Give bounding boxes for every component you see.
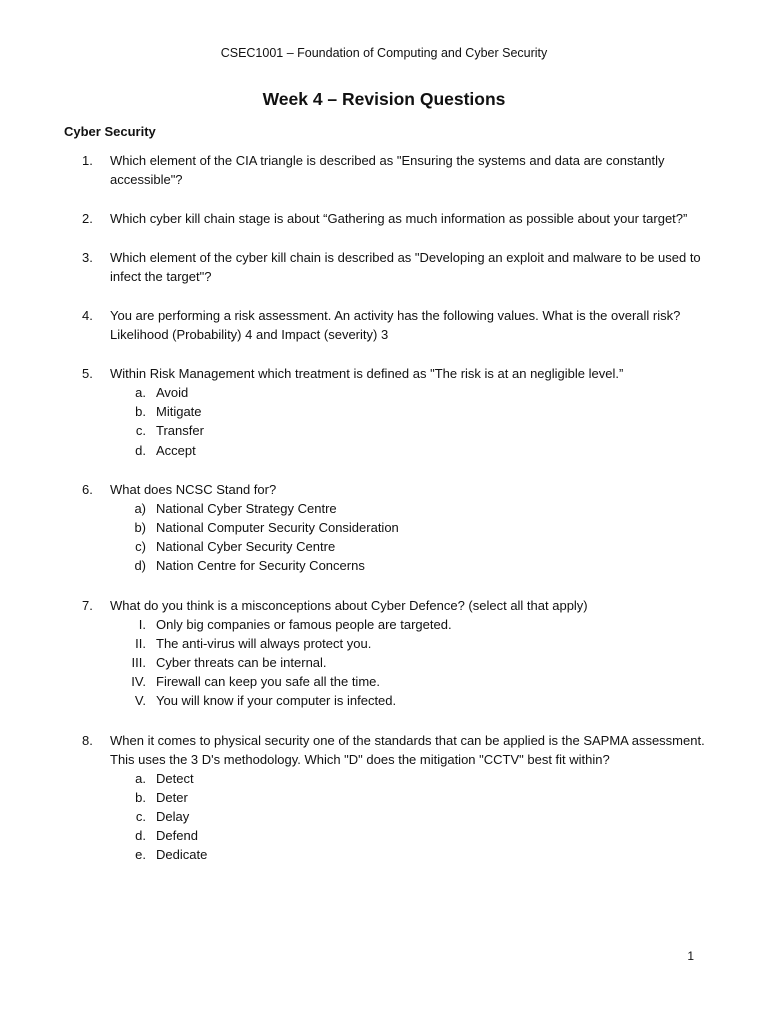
question-number: 4. bbox=[82, 308, 93, 323]
option-text: You will know if your computer is infected. bbox=[156, 693, 397, 709]
option-item bbox=[110, 383, 708, 402]
question-7 bbox=[0, 596, 768, 711]
option-text: National Computer Security Consideration bbox=[156, 520, 399, 536]
option-item bbox=[110, 672, 708, 691]
question-8 bbox=[0, 731, 768, 865]
option-marker: e. bbox=[135, 847, 146, 863]
question-1 bbox=[0, 151, 768, 189]
option-marker: a. bbox=[135, 385, 146, 400]
spacer bbox=[0, 228, 768, 248]
question-3 bbox=[0, 248, 768, 286]
option-item bbox=[110, 788, 708, 807]
option-text: National Cyber Strategy Centre bbox=[156, 500, 337, 516]
question-number: 6. bbox=[82, 481, 93, 497]
option-item bbox=[110, 441, 708, 460]
spacer bbox=[0, 460, 768, 480]
option-marker: c. bbox=[135, 423, 146, 439]
option-marker: III. bbox=[131, 655, 146, 671]
option-text: Only big companies or famous people are targeted. bbox=[156, 616, 452, 632]
option-marker: I. bbox=[138, 616, 146, 632]
option-marker: V. bbox=[134, 693, 146, 709]
option-marker: a. bbox=[135, 770, 146, 786]
question-2 bbox=[0, 209, 768, 228]
question-text: What does NCSC Stand for? bbox=[110, 481, 277, 497]
option-list bbox=[110, 769, 708, 865]
question-text: What do you think is a misconceptions about Cyber Defence? (select all that apply) bbox=[110, 597, 588, 613]
option-marker: d. bbox=[135, 828, 146, 844]
option-text: Transfer bbox=[156, 423, 204, 439]
page-number: 1 bbox=[687, 949, 694, 963]
option-list bbox=[110, 383, 708, 460]
page-title: Week 4 – Revision Questions bbox=[262, 89, 506, 109]
option-text: Accept bbox=[156, 442, 196, 458]
spacer bbox=[0, 576, 768, 596]
section-heading: Cyber Security bbox=[64, 124, 156, 139]
page-header: CSEC1001 – Foundation of Computing and Cyber Security bbox=[220, 46, 548, 60]
question-text: When it comes to physical security one of the standards that can be applied is the SAPMA assessment. This uses the 3 D's methodology. Which "D" does the mitigation "CCTV" best fit within? bbox=[110, 732, 705, 767]
option-text: Defend bbox=[156, 828, 198, 844]
option-item bbox=[110, 826, 708, 845]
option-marker: d. bbox=[135, 442, 146, 458]
option-marker: c. bbox=[135, 809, 146, 825]
question-4 bbox=[0, 306, 768, 344]
option-marker: IV. bbox=[131, 674, 146, 690]
option-item bbox=[110, 556, 708, 575]
option-text: Delay bbox=[156, 809, 190, 825]
option-marker: c) bbox=[135, 539, 146, 555]
option-text: Detect bbox=[156, 770, 194, 786]
option-text: Nation Centre for Security Concerns bbox=[156, 558, 365, 574]
option-item bbox=[110, 807, 708, 826]
option-item bbox=[110, 518, 708, 537]
option-list bbox=[110, 499, 708, 576]
spacer bbox=[0, 344, 768, 364]
option-item bbox=[110, 402, 708, 421]
option-item bbox=[110, 615, 708, 634]
option-text: National Cyber Security Centre bbox=[156, 539, 336, 555]
option-text: Mitigate bbox=[156, 404, 202, 420]
option-text: Deter bbox=[156, 789, 188, 805]
option-item bbox=[110, 653, 708, 672]
option-marker: d) bbox=[134, 558, 146, 574]
question-number: 8. bbox=[82, 732, 93, 748]
question-number: 7. bbox=[82, 597, 93, 613]
question-list bbox=[0, 151, 768, 865]
option-item bbox=[110, 769, 708, 788]
spacer bbox=[0, 711, 768, 731]
option-text: Cyber threats can be internal. bbox=[156, 655, 327, 671]
option-marker: b) bbox=[134, 520, 146, 536]
option-marker: b. bbox=[135, 404, 146, 420]
option-text: The anti-virus will always protect you. bbox=[156, 635, 372, 651]
question-number: 3. bbox=[82, 250, 93, 265]
option-item bbox=[110, 845, 708, 864]
question-values: Likelihood (Probability) 4 and Impact (severity) 3 bbox=[110, 327, 389, 342]
spacer bbox=[0, 286, 768, 306]
question-5 bbox=[0, 364, 768, 460]
option-item bbox=[110, 634, 708, 653]
question-text: You are performing a risk assessment. An activity has the following values. What is the overall risk? bbox=[110, 308, 681, 323]
option-text: Avoid bbox=[156, 385, 189, 400]
option-marker: a) bbox=[134, 500, 146, 516]
option-text: Firewall can keep you safe all the time. bbox=[156, 674, 380, 690]
question-text: Within Risk Management which treatment is defined as "The risk is at an negligible level.” bbox=[110, 366, 624, 381]
option-item bbox=[110, 499, 708, 518]
option-marker: b. bbox=[135, 789, 146, 805]
option-item bbox=[110, 421, 708, 440]
question-number: 2. bbox=[82, 211, 93, 226]
question-6 bbox=[0, 480, 768, 576]
option-item bbox=[110, 537, 708, 556]
option-list bbox=[110, 615, 708, 711]
question-text: Which cyber kill chain stage is about “Gathering as much information as possible about your target?” bbox=[110, 211, 688, 226]
question-text: Which element of the cyber kill chain is described as "Developing an exploit and malware to be used to infect the target"? bbox=[110, 250, 701, 284]
option-marker: II. bbox=[135, 635, 146, 651]
option-text: Dedicate bbox=[156, 847, 208, 863]
question-text: Which element of the CIA triangle is described as "Ensuring the systems and data are constantly accessible"? bbox=[110, 153, 665, 187]
question-number: 1. bbox=[82, 153, 93, 168]
option-item bbox=[110, 691, 708, 710]
spacer bbox=[0, 189, 768, 209]
question-number: 5. bbox=[82, 366, 93, 381]
